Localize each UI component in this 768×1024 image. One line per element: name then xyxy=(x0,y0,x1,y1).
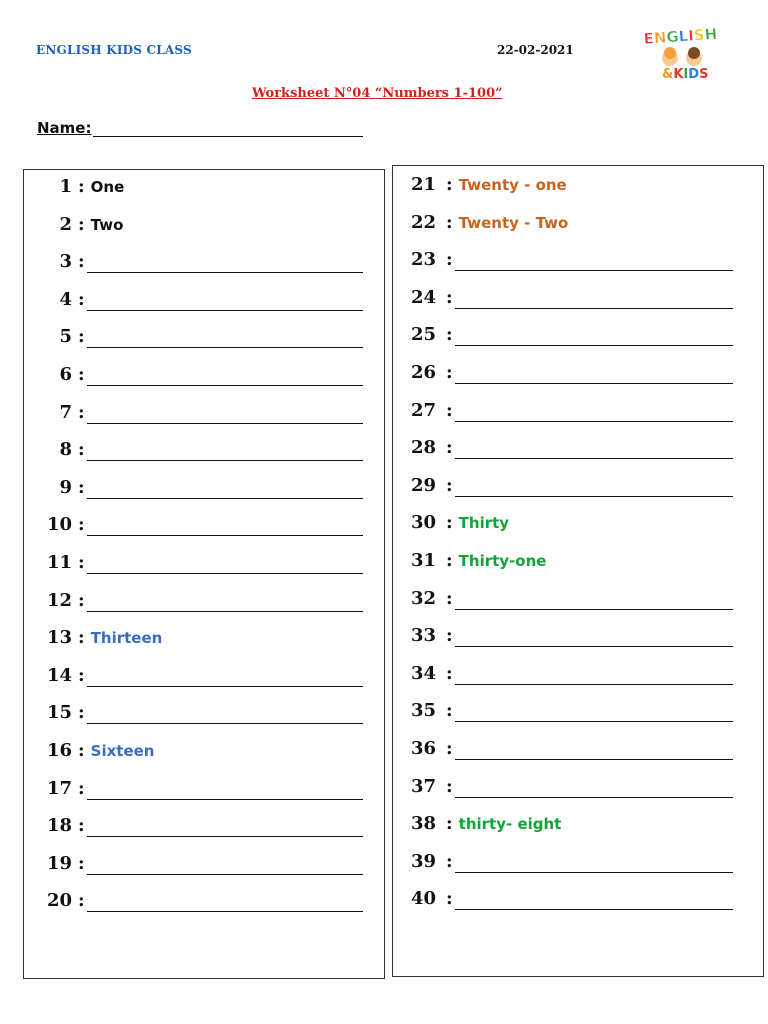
number-word-answer: Thirty-one xyxy=(458,552,547,570)
answer-blank-line[interactable] xyxy=(87,442,363,461)
number-row-38 xyxy=(400,809,561,835)
number-row-21 xyxy=(400,170,567,196)
number-row-34 xyxy=(400,659,733,685)
number-row-13 xyxy=(38,623,162,649)
number-colon: : xyxy=(446,174,453,195)
number-label: 9 xyxy=(59,476,72,498)
number-row-40 xyxy=(400,884,733,910)
number-row-1 xyxy=(38,172,124,198)
answer-blank-line[interactable] xyxy=(455,440,733,459)
number-colon: : xyxy=(446,211,453,233)
number-row-18 xyxy=(38,811,363,837)
number-row-5 xyxy=(38,322,363,348)
number-colon: : xyxy=(446,813,453,835)
answer-blank-line[interactable] xyxy=(455,703,733,722)
number-colon: : xyxy=(78,852,85,874)
number-label: 11 xyxy=(46,552,72,573)
number-word-answer: One xyxy=(90,178,125,196)
number-colon: : xyxy=(446,625,453,647)
number-row-24 xyxy=(400,283,733,309)
number-colon: : xyxy=(78,476,85,498)
number-colon: : xyxy=(78,552,85,573)
number-label: 1 xyxy=(59,176,72,197)
number-row-35 xyxy=(400,696,733,722)
number-label: 17 xyxy=(46,777,72,799)
number-colon: : xyxy=(78,890,85,912)
number-label: 3 xyxy=(59,251,72,273)
number-colon: : xyxy=(446,587,453,609)
number-label: 13 xyxy=(46,627,72,649)
answer-blank-line[interactable] xyxy=(455,252,733,271)
number-colon: : xyxy=(446,399,453,421)
number-row-23 xyxy=(400,245,733,271)
number-row-28 xyxy=(400,433,733,459)
answer-blank-line[interactable] xyxy=(87,705,363,724)
number-colon: : xyxy=(446,775,453,797)
number-row-8 xyxy=(38,435,363,461)
answer-blank-line[interactable] xyxy=(87,856,363,875)
number-row-36 xyxy=(400,734,733,760)
number-colon: : xyxy=(78,589,85,611)
number-word-answer: Two xyxy=(90,215,124,234)
number-word-answer: Thirteen xyxy=(90,629,163,648)
number-row-16 xyxy=(38,736,154,762)
answer-blank-line[interactable] xyxy=(87,329,363,348)
number-label: 30 xyxy=(410,512,436,534)
number-colon: : xyxy=(446,888,453,910)
number-colon: : xyxy=(78,777,85,799)
answer-blank-line[interactable] xyxy=(455,403,733,422)
answer-blank-line[interactable] xyxy=(455,779,733,798)
number-colon: : xyxy=(78,664,85,686)
number-label: 10 xyxy=(46,514,72,536)
number-row-15 xyxy=(38,698,363,724)
number-row-22 xyxy=(400,208,568,234)
number-label: 18 xyxy=(46,815,72,837)
number-word-answer: Thirty xyxy=(458,514,510,533)
number-row-20 xyxy=(38,886,363,912)
number-label: 27 xyxy=(410,399,436,421)
number-colon: : xyxy=(78,326,85,348)
number-colon: : xyxy=(446,362,453,383)
number-row-6 xyxy=(38,360,363,386)
number-colon: : xyxy=(446,286,453,308)
number-label: 33 xyxy=(410,625,436,647)
number-colon: : xyxy=(446,249,453,271)
number-label: 20 xyxy=(46,890,72,912)
number-label: 5 xyxy=(59,326,72,348)
number-word-answer: thirty- eight xyxy=(458,815,562,834)
number-row-33 xyxy=(400,621,733,647)
number-row-26 xyxy=(400,358,733,384)
answer-blank-line[interactable] xyxy=(87,254,363,273)
number-label: 8 xyxy=(59,439,72,461)
number-colon: : xyxy=(446,738,453,759)
number-label: 31 xyxy=(410,550,436,571)
number-colon: : xyxy=(446,850,453,872)
answer-blank-line[interactable] xyxy=(455,365,733,384)
number-colon: : xyxy=(446,512,453,534)
answer-blank-line[interactable] xyxy=(87,517,363,536)
number-colon: : xyxy=(78,627,85,649)
number-colon: : xyxy=(78,251,85,273)
number-label: 21 xyxy=(410,174,436,195)
number-label: 35 xyxy=(410,700,436,722)
number-label: 37 xyxy=(410,775,436,797)
answer-blank-line[interactable] xyxy=(87,480,363,499)
answer-blank-line[interactable] xyxy=(87,818,363,837)
number-row-3 xyxy=(38,247,363,273)
answer-blank-line[interactable] xyxy=(455,327,733,346)
number-label: 16 xyxy=(46,740,72,761)
answer-blank-line[interactable] xyxy=(87,405,363,424)
number-label: 7 xyxy=(59,401,72,423)
number-label: 12 xyxy=(46,589,72,611)
number-label: 36 xyxy=(410,738,436,759)
number-colon: : xyxy=(78,213,85,235)
answer-blank-line[interactable] xyxy=(455,290,733,309)
number-row-12 xyxy=(38,586,363,612)
number-label: 28 xyxy=(410,437,436,459)
number-label: 4 xyxy=(59,288,72,310)
number-colon: : xyxy=(78,288,85,310)
answer-blank-line[interactable] xyxy=(87,781,363,800)
number-colon: : xyxy=(78,514,85,536)
answer-blank-line[interactable] xyxy=(87,367,363,386)
answer-blank-line[interactable] xyxy=(455,628,733,647)
name-field[interactable] xyxy=(37,119,363,137)
number-colon: : xyxy=(78,439,85,461)
answer-blank-line[interactable] xyxy=(455,854,733,873)
number-row-30 xyxy=(400,508,509,534)
school-name: ENGLISH KIDS CLASS xyxy=(36,43,192,57)
number-label: 24 xyxy=(410,286,436,308)
number-word-answer: Twenty - one xyxy=(458,176,567,194)
number-row-11 xyxy=(38,548,363,574)
number-row-2 xyxy=(38,210,123,236)
answer-blank-line[interactable] xyxy=(455,478,733,497)
answer-blank-line[interactable] xyxy=(455,666,733,685)
number-word-answer: Twenty - Two xyxy=(458,213,569,232)
answer-blank-line[interactable] xyxy=(87,555,363,574)
number-row-39 xyxy=(400,847,733,873)
number-row-9 xyxy=(38,473,363,499)
number-row-37 xyxy=(400,772,733,798)
answer-blank-line[interactable] xyxy=(87,893,363,912)
answer-blank-line[interactable] xyxy=(87,292,363,311)
number-row-17 xyxy=(38,774,363,800)
number-label: 26 xyxy=(410,362,436,383)
number-label: 14 xyxy=(46,664,72,686)
number-label: 19 xyxy=(46,852,72,874)
number-colon: : xyxy=(78,401,85,423)
number-colon: : xyxy=(78,176,85,197)
number-colon: : xyxy=(446,550,453,571)
number-colon: : xyxy=(78,740,85,761)
number-colon: : xyxy=(446,474,453,496)
number-row-32 xyxy=(400,584,733,610)
worksheet-date: 22-02-2021 xyxy=(497,43,574,57)
number-label: 29 xyxy=(410,474,436,496)
number-colon: : xyxy=(446,662,453,684)
number-row-10 xyxy=(38,510,363,536)
answer-blank-line[interactable] xyxy=(455,591,733,610)
number-colon: : xyxy=(78,364,85,385)
number-row-27 xyxy=(400,396,733,422)
number-label: 15 xyxy=(46,702,72,724)
number-colon: : xyxy=(446,437,453,459)
number-colon: : xyxy=(78,815,85,837)
answer-blank-line[interactable] xyxy=(455,741,733,760)
number-colon: : xyxy=(446,324,453,346)
number-label: 22 xyxy=(410,211,436,233)
number-label: 38 xyxy=(410,813,436,835)
number-label: 25 xyxy=(410,324,436,346)
number-colon: : xyxy=(78,702,85,724)
number-label: 32 xyxy=(410,587,436,609)
number-row-19 xyxy=(38,849,363,875)
answer-blank-line[interactable] xyxy=(87,668,363,687)
english-kids-logo xyxy=(640,24,726,82)
number-row-31 xyxy=(400,546,546,572)
number-label: 6 xyxy=(59,364,72,385)
number-label: 40 xyxy=(410,888,436,910)
number-row-25 xyxy=(400,320,733,346)
number-row-29 xyxy=(400,471,733,497)
number-word-answer: Sixteen xyxy=(90,742,155,760)
number-label: 2 xyxy=(59,213,72,235)
number-label: 39 xyxy=(410,850,436,872)
number-row-14 xyxy=(38,661,363,687)
svg-text:&KIDS: &KIDS xyxy=(662,67,709,82)
svg-text:ENGLISH: ENGLISH xyxy=(643,24,718,48)
answer-blank-line[interactable] xyxy=(455,891,733,910)
worksheet-title: Worksheet N°04 “Numbers 1-100” xyxy=(252,86,503,101)
number-row-4 xyxy=(38,285,363,311)
number-colon: : xyxy=(446,700,453,722)
number-label: 34 xyxy=(410,662,436,684)
name-label: Name: xyxy=(37,119,92,137)
answer-blank-line[interactable] xyxy=(87,593,363,612)
number-row-7 xyxy=(38,398,363,424)
number-label: 23 xyxy=(410,249,436,271)
name-blank-line[interactable] xyxy=(93,122,363,137)
